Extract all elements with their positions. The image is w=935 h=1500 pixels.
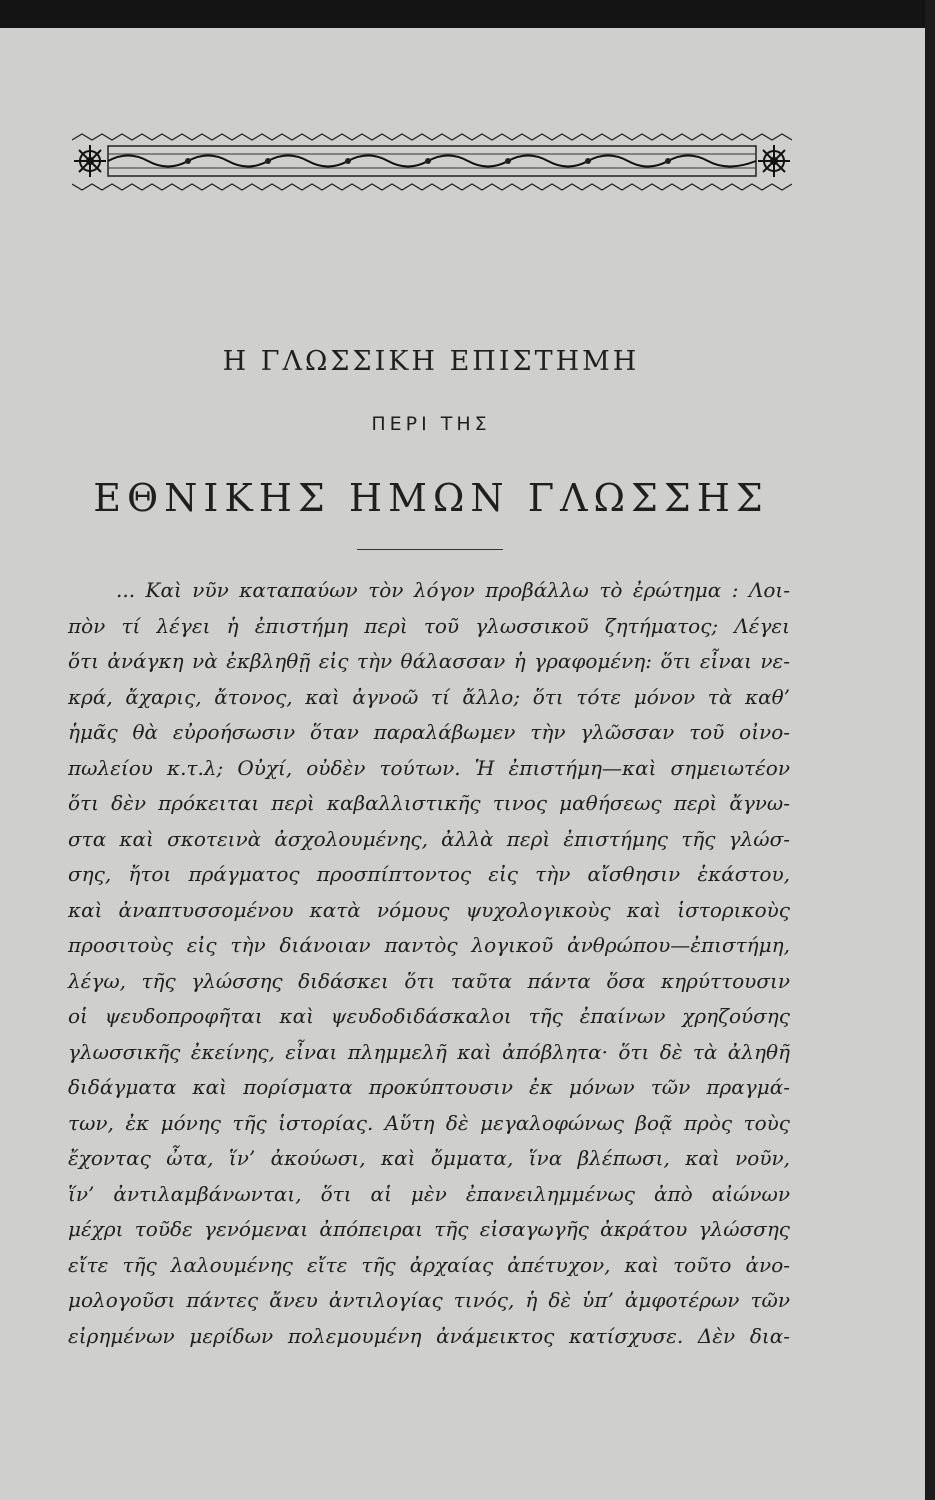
text-line: οἱ ψευδοπροφῆται καὶ ψευδοδιδάσκαλοι τῆς ἐπαίνων χρηζούσης: [68, 1004, 790, 1028]
text-line: μολογοῦσι πάντες ἄνευ ἀντιλογίας τινός, ἡ δὲ ὑπ’ ἀμφοτέρων τῶν: [68, 1288, 790, 1312]
text-line: στα καὶ σκοτεινὰ ἀσχολουμένης, ἀλλὰ περὶ ἐπιστήμης τῆς γλώσ-: [68, 826, 790, 851]
heading-rule: [357, 549, 503, 550]
text-line: ἵν’ ἀντιλαμβάνωνται, ὅτι αἱ μὲν ἐπανειλημμένως ἀπὸ αἰώνων: [68, 1181, 790, 1206]
text-line: εἴτε τῆς λαλουμένης εἴτε τῆς ἀρχαίας ἀπέτυχον, καὶ τοῦτο ἀνο-: [68, 1252, 790, 1277]
heading-sub: ΠΕΡΙ ΤΗΣ: [371, 413, 491, 435]
text-line: διδάγματα καὶ πορίσματα προκύπτουσιν ἐκ μόνων τῶν πραγμά-: [68, 1075, 790, 1099]
text-line: σης, ἤτοι πράγματος προσπίπτοντος εἰς τὴν αἴσθησιν ἑκάστου,: [68, 862, 790, 886]
text-line: ὅτι ἀνάγκη νὰ ἐκβληθῇ εἰς τὴν θάλασσαν ἡ γραφομένη: ὅτι εἶναι νε-: [68, 649, 790, 673]
scan-right-edge: [925, 0, 935, 1500]
body-text: [68, 573, 790, 1354]
text-line: ἡμᾶς θὰ εὐροήσωσιν ὅταν παραλάβωμεν τὴν γλῶσσαν τοῦ οἰνο-: [68, 720, 790, 744]
text-line: μέχρι τοῦδε γενόμεναι ἀπόπειραι τῆς εἰσαγωγῆς ἀκράτου γλώσσης: [68, 1217, 790, 1241]
heading-large: ΕΘΝΙΚΗΣ ΗΜΩΝ ΓΛΩΣΣΗΣ: [93, 476, 769, 520]
text-line: κρά, ἄχαρις, ἄτονος, καὶ ἀγνοῶ τί ἄλλο; ὅτι τότε μόνον τὰ καθ’: [68, 684, 790, 709]
decorative-headpiece: [72, 130, 792, 192]
text-line: πωλείου κ.τ.λ; Οὐχί, οὐδὲν τούτων. Ἡ ἐπιστήμη—καὶ σημειωτέον: [68, 755, 790, 780]
text-line: ... Καὶ νῦν καταπαύων τὸν λόγον προβάλλω τὸ ἐρώτημα : Λοι-: [116, 578, 790, 602]
text-line: προσιτοὺς εἰς τὴν διάνοιαν παντὸς λογικοῦ ἀνθρώπου—ἐπιστήμη,: [68, 933, 790, 957]
text-line: πὸν τί λέγει ἡ ἐπιστήμη περὶ τοῦ γλωσσικοῦ ζητήματος; Λέγει: [68, 613, 790, 638]
heading-main: Η ΓΛΩΣΣΙΚΗ ΕΠΙΣΤΗΜΗ: [222, 346, 640, 377]
text-line: λέγω, τῆς γλώσσης διδάσκει ὅτι ταῦτα πάντα ὅσα κηρύττουσιν: [68, 968, 790, 993]
text-line: γλωσσικῆς ἐκείνης, εἶναι πλημμελῆ καὶ ἀπόβλητα· ὅτι δὲ τὰ ἀληθῆ: [68, 1039, 790, 1064]
text-line: ἔχοντας ὦτα, ἵν’ ἀκούωσι, καὶ ὄμματα, ἵνα βλέπωσι, καὶ νοῦν,: [68, 1146, 790, 1170]
document-page: [0, 28, 925, 1500]
text-line: ὅτι δὲν πρόκειται περὶ καβαλλιστικῆς τινος μαθήσεως περὶ ἄγνω-: [68, 791, 790, 815]
text-line: εἰρημένων μερίδων πολεμουμένη ἀνάμεικτος κατίσχυσε. Δὲν δια-: [68, 1323, 790, 1348]
scan-top-edge: [0, 0, 935, 28]
text-line: καὶ ἀναπτυσσομένου κατὰ νόμους ψυχολογικοὺς καὶ ἱστορικοὺς: [68, 897, 790, 922]
text-line: των, ἐκ μόνης τῆς ἱστορίας. Αὕτη δὲ μεγαλοφώνως βοᾷ πρὸς τοὺς: [68, 1110, 790, 1135]
